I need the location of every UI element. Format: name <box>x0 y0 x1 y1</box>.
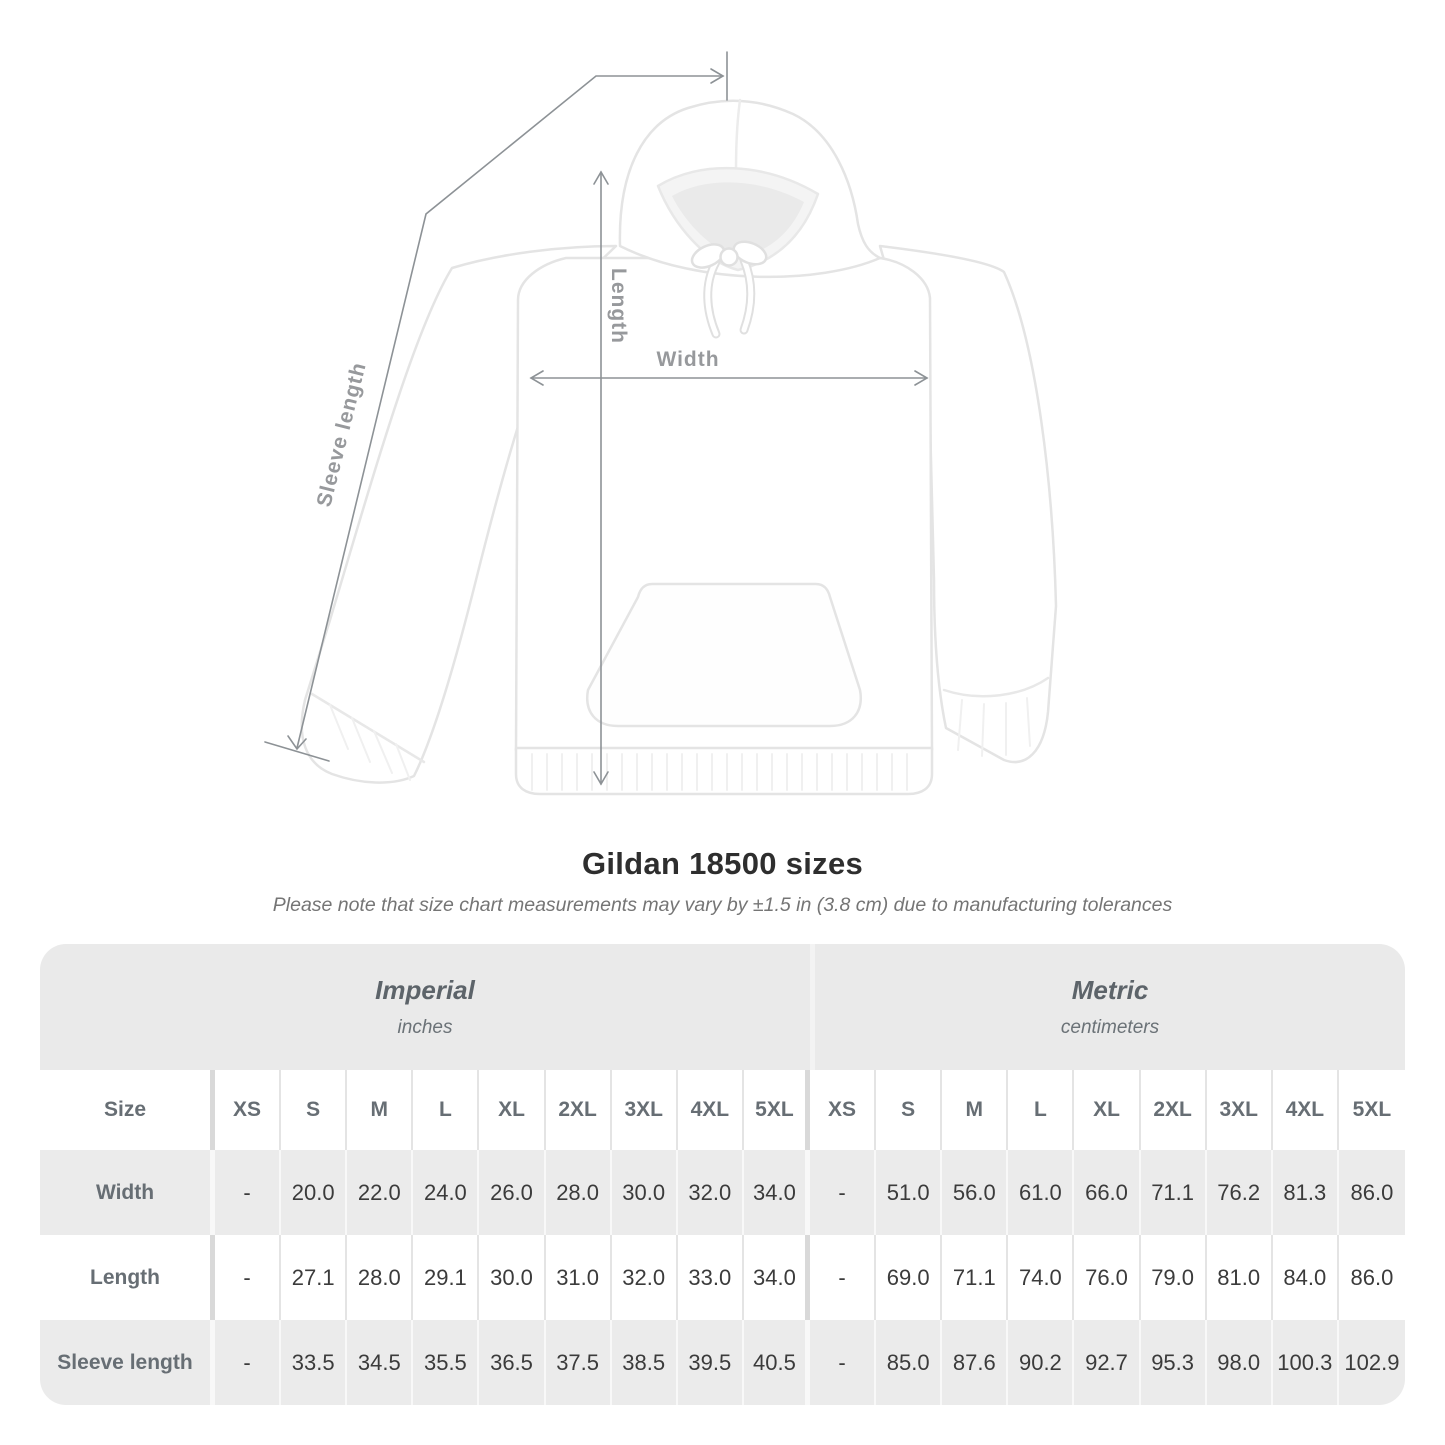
unit-group-metric <box>810 944 1405 1070</box>
size-col-header: S <box>876 1070 942 1150</box>
data-row-width <box>40 1150 1405 1235</box>
value-cell: 84.0 <box>1273 1235 1339 1320</box>
value-cell: 29.1 <box>413 1235 479 1320</box>
value-cell: 27.1 <box>281 1235 347 1320</box>
metric-title: Metric <box>1071 975 1149 1005</box>
unit-band <box>40 944 1405 1070</box>
data-row-sleeve-length <box>40 1320 1405 1405</box>
value-cell: 34.0 <box>744 1235 810 1320</box>
value-cell: 22.0 <box>347 1150 413 1235</box>
value-cell: 32.0 <box>678 1150 744 1235</box>
value-cell: 56.0 <box>942 1150 1008 1235</box>
width-measure-label: Width <box>656 348 720 371</box>
value-cell: 90.2 <box>1008 1320 1074 1405</box>
size-col-header: L <box>413 1070 479 1150</box>
value-cell: 33.0 <box>678 1235 744 1320</box>
size-col-header: L <box>1008 1070 1074 1150</box>
value-cell: - <box>810 1320 876 1405</box>
row-label: Length <box>40 1235 215 1320</box>
size-col-header: 2XL <box>546 1070 612 1150</box>
size-col-header: 2XL <box>1141 1070 1207 1150</box>
value-cell: 31.0 <box>546 1235 612 1320</box>
value-cell: 66.0 <box>1074 1150 1140 1235</box>
size-col-header: XL <box>479 1070 545 1150</box>
size-col-header: 4XL <box>1273 1070 1339 1150</box>
page-title: Gildan 18500 sizes <box>581 846 864 881</box>
value-cell: 86.0 <box>1350 1179 1394 1205</box>
imperial-title: Imperial <box>375 975 475 1005</box>
size-col-header: XS <box>810 1070 876 1150</box>
size-col-header: 3XL <box>612 1070 678 1150</box>
value-cell: 30.0 <box>612 1150 678 1235</box>
table-rows <box>40 1150 1405 1405</box>
value-cell: 92.7 <box>1074 1320 1140 1405</box>
size-table <box>40 944 1405 1405</box>
tolerance-note: Please note that size chart measurements may vary by ±1.5 in (3.8 cm) due to manufacturing tolerances <box>272 894 1173 916</box>
value-cell: 95.3 <box>1141 1320 1207 1405</box>
value-cell: 28.0 <box>546 1150 612 1235</box>
value-cell: 86.0 <box>1350 1264 1394 1290</box>
size-col-header: 4XL <box>678 1070 744 1150</box>
hoodie-illustration <box>302 100 1056 794</box>
value-cell: 24.0 <box>413 1150 479 1235</box>
value-cell: 102.9 <box>1344 1349 1400 1375</box>
value-cell: 39.5 <box>678 1320 744 1405</box>
length-measure-label: Length <box>607 268 630 344</box>
size-header-row <box>40 1070 1405 1150</box>
value-cell: 74.0 <box>1008 1235 1074 1320</box>
size-col-header: 3XL <box>1207 1070 1273 1150</box>
row-label: Sleeve length <box>40 1320 215 1405</box>
value-cell: 61.0 <box>1008 1150 1074 1235</box>
size-col-header: M <box>942 1070 1008 1150</box>
size-col-header: XL <box>1074 1070 1140 1150</box>
metric-subtitle: centimeters <box>1060 1017 1160 1038</box>
hoodie-hem-band <box>516 748 932 794</box>
value-cell: 71.1 <box>1141 1150 1207 1235</box>
imperial-subtitle: inches <box>397 1017 453 1038</box>
value-cell: - <box>810 1235 876 1320</box>
value-cell: 76.2 <box>1207 1150 1273 1235</box>
size-column-label: Size <box>40 1070 215 1150</box>
value-cell: 34.0 <box>744 1150 810 1235</box>
value-cell: 81.3 <box>1273 1150 1339 1235</box>
value-cell: - <box>215 1150 281 1235</box>
value-cell: 33.5 <box>281 1320 347 1405</box>
value-cell: - <box>215 1235 281 1320</box>
value-cell: - <box>215 1320 281 1405</box>
value-cell: 81.0 <box>1207 1235 1273 1320</box>
data-row-length <box>40 1235 1405 1320</box>
value-cell: 38.5 <box>612 1320 678 1405</box>
value-cell: 30.0 <box>479 1235 545 1320</box>
size-col-header: M <box>347 1070 413 1150</box>
value-cell: 35.5 <box>413 1320 479 1405</box>
value-cell: 69.0 <box>876 1235 942 1320</box>
size-col-header: S <box>281 1070 347 1150</box>
size-col-header: 5XL <box>744 1070 810 1150</box>
value-cell: 20.0 <box>281 1150 347 1235</box>
value-cell: 79.0 <box>1141 1235 1207 1320</box>
value-cell: 26.0 <box>479 1150 545 1235</box>
value-cell: - <box>810 1150 876 1235</box>
unit-group-imperial <box>40 944 810 1070</box>
value-cell: 76.0 <box>1074 1235 1140 1320</box>
value-cell: 37.5 <box>546 1320 612 1405</box>
size-col-header: XS <box>215 1070 281 1150</box>
value-cell: 87.6 <box>942 1320 1008 1405</box>
value-cell: 28.0 <box>347 1235 413 1320</box>
row-label: Width <box>40 1150 215 1235</box>
value-cell: 100.3 <box>1273 1320 1339 1405</box>
value-cell: 32.0 <box>612 1235 678 1320</box>
value-cell: 98.0 <box>1207 1320 1273 1405</box>
value-cell: 51.0 <box>876 1150 942 1235</box>
value-cell: 36.5 <box>479 1320 545 1405</box>
sleeve-length-measure-label: Sleeve length <box>312 359 371 510</box>
value-cell: 40.5 <box>744 1320 810 1405</box>
value-cell: 71.1 <box>942 1235 1008 1320</box>
value-cell: 34.5 <box>347 1320 413 1405</box>
size-col-header: 5XL <box>1352 1098 1392 1121</box>
value-cell: 85.0 <box>876 1320 942 1405</box>
